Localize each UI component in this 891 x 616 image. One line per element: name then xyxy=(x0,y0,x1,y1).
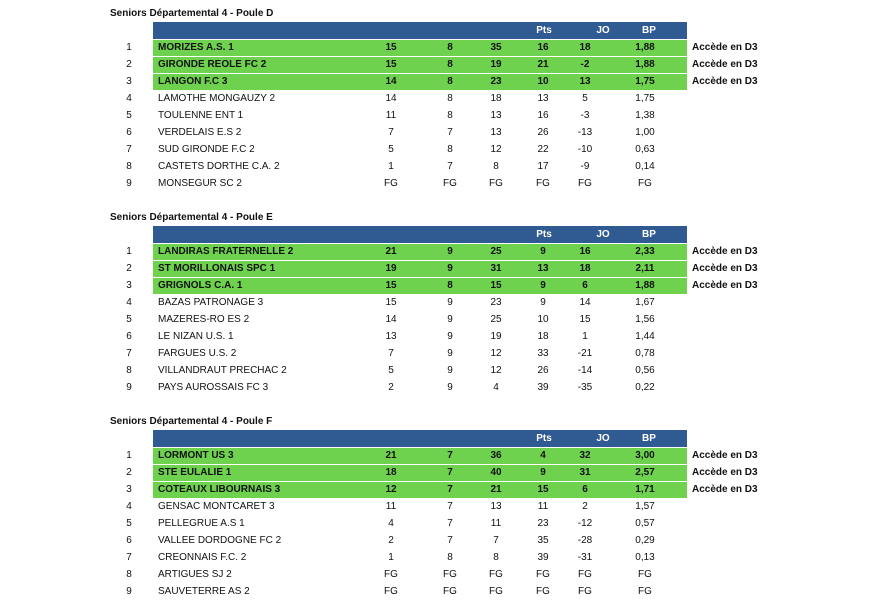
dif-cell: 6 xyxy=(582,280,588,291)
bp-cell: 4 xyxy=(493,382,499,393)
bc-cell: 9 xyxy=(540,297,546,308)
team-name: CREONNAIS F.C. 2 xyxy=(158,552,247,563)
bp-cell: 13 xyxy=(490,110,502,121)
table-row xyxy=(0,277,891,294)
bp-cell: 40 xyxy=(490,467,502,478)
bc-cell: 21 xyxy=(537,59,549,70)
dif-cell: -14 xyxy=(577,365,593,376)
quotient-cell: 1,75 xyxy=(635,76,655,87)
dif-cell: -10 xyxy=(577,144,593,155)
jo-cell: 8 xyxy=(447,110,453,121)
rank-cell: 4 xyxy=(126,93,132,104)
poule-section xyxy=(0,416,891,616)
promotion-status: Accède en D3 xyxy=(692,467,758,478)
column-header-pts: Pts xyxy=(536,433,552,444)
team-name: TOULENNE ENT 1 xyxy=(158,110,244,121)
table-header xyxy=(153,430,819,447)
team-name: CASTETS DORTHE C.A. 2 xyxy=(158,161,280,172)
column-header-dif: Dif xyxy=(731,229,745,240)
jo-cell: 8 xyxy=(447,280,453,291)
team-name: MORIZES A.S. 1 xyxy=(158,42,234,53)
quotient-cell: 1,88 xyxy=(635,59,655,70)
rank-cell: 9 xyxy=(126,586,132,597)
quotient-cell: 1,75 xyxy=(635,93,655,104)
bp-cell: 13 xyxy=(490,127,502,138)
team-name: VILLANDRAUT PRECHAC 2 xyxy=(158,365,287,376)
promotion-status: Accède en D3 xyxy=(692,263,758,274)
column-header-bp: BP xyxy=(642,25,656,36)
dif-cell: FG xyxy=(578,178,592,189)
rank-cell: 5 xyxy=(126,110,132,121)
dif-cell: 18 xyxy=(579,42,591,53)
table-row xyxy=(0,345,891,362)
poule-section xyxy=(0,212,891,412)
bp-cell: 19 xyxy=(490,59,502,70)
promotion-status: Accède en D3 xyxy=(692,280,758,291)
rank-cell: 7 xyxy=(126,144,132,155)
rank-cell: 2 xyxy=(126,59,132,70)
rank-cell: 1 xyxy=(126,246,132,257)
table-row xyxy=(0,515,891,532)
team-name: PELLEGRUE A.S 1 xyxy=(158,518,245,529)
rank-cell: 1 xyxy=(126,450,132,461)
rank-cell: 9 xyxy=(126,178,132,189)
table-row xyxy=(0,39,891,56)
bc-cell: 22 xyxy=(537,144,549,155)
dif-cell: 2 xyxy=(582,501,588,512)
pts-cell: 5 xyxy=(388,144,394,155)
dif-cell: -3 xyxy=(580,110,590,121)
column-header-quotient: Quotient xyxy=(777,229,819,240)
pts-cell: 14 xyxy=(385,93,397,104)
table-row xyxy=(0,549,891,566)
column-header-bp: BP xyxy=(642,433,656,444)
dif-cell: 6 xyxy=(582,484,588,495)
bp-cell: 23 xyxy=(490,76,502,87)
rank-cell: 2 xyxy=(126,467,132,478)
bc-cell: 10 xyxy=(537,314,549,325)
dif-cell: 1 xyxy=(582,331,588,342)
team-name: SAUVETERRE AS 2 xyxy=(158,586,250,597)
table-row xyxy=(0,464,891,481)
bc-cell: 39 xyxy=(537,552,549,563)
dif-cell: 14 xyxy=(579,297,591,308)
quotient-cell: 0,57 xyxy=(635,518,655,529)
quotient-cell: 2,33 xyxy=(635,246,655,257)
bp-cell: 7 xyxy=(493,535,499,546)
bp-cell: 36 xyxy=(490,450,502,461)
dif-cell: FG xyxy=(578,569,592,580)
jo-cell: 7 xyxy=(447,450,453,461)
rank-cell: 8 xyxy=(126,365,132,376)
table-row xyxy=(0,379,891,396)
table-row xyxy=(0,294,891,311)
bc-cell: 16 xyxy=(537,110,549,121)
rank-cell: 7 xyxy=(126,552,132,563)
pts-cell: 21 xyxy=(385,450,397,461)
bc-cell: 9 xyxy=(540,280,546,291)
pts-cell: 15 xyxy=(385,280,397,291)
team-name: COTEAUX LIBOURNAIS 3 xyxy=(158,484,281,495)
team-name: VALLEE DORDOGNE FC 2 xyxy=(158,535,282,546)
bc-cell: 23 xyxy=(537,518,549,529)
jo-cell: 9 xyxy=(447,331,453,342)
bc-cell: 16 xyxy=(537,42,549,53)
quotient-cell: 2,11 xyxy=(635,263,655,274)
team-name: ARTIGUES SJ 2 xyxy=(158,569,232,580)
promotion-status: Accède en D3 xyxy=(692,484,758,495)
quotient-cell: 3,00 xyxy=(635,450,655,461)
pts-cell: 2 xyxy=(388,382,394,393)
pts-cell: 1 xyxy=(388,161,394,172)
bc-cell: 13 xyxy=(537,93,549,104)
team-name: STE EULALIE 1 xyxy=(158,467,232,478)
pts-cell: 15 xyxy=(385,297,397,308)
bc-cell: 4 xyxy=(540,450,546,461)
pts-cell: 21 xyxy=(385,246,397,257)
jo-cell: 7 xyxy=(447,518,453,529)
team-name: MONSEGUR SC 2 xyxy=(158,178,242,189)
standings-rows xyxy=(0,447,891,600)
bc-cell: 33 xyxy=(537,348,549,359)
table-row xyxy=(0,583,891,600)
quotient-cell: 0,56 xyxy=(635,365,655,376)
rank-cell: 2 xyxy=(126,263,132,274)
column-header-jo: JO xyxy=(596,433,610,444)
pts-cell: 5 xyxy=(388,365,394,376)
promotion-status: Accède en D3 xyxy=(692,450,758,461)
table-row xyxy=(0,447,891,464)
table-row xyxy=(0,243,891,260)
quotient-cell: 1,56 xyxy=(635,314,655,325)
quotient-cell: 0,78 xyxy=(635,348,655,359)
pts-cell: 15 xyxy=(385,59,397,70)
bp-cell: 12 xyxy=(490,348,502,359)
pts-cell: 2 xyxy=(388,535,394,546)
pts-cell: 11 xyxy=(385,501,397,512)
jo-cell: FG xyxy=(443,569,457,580)
dif-cell: -28 xyxy=(577,535,593,546)
dif-cell: -31 xyxy=(577,552,593,563)
quotient-cell: 1,71 xyxy=(635,484,655,495)
bc-cell: 9 xyxy=(540,467,546,478)
pts-cell: 14 xyxy=(385,76,397,87)
jo-cell: 9 xyxy=(447,314,453,325)
bp-cell: 35 xyxy=(490,42,502,53)
team-name: LANGON F.C 3 xyxy=(158,76,228,87)
table-row xyxy=(0,260,891,277)
standings-rows xyxy=(0,39,891,192)
dif-cell: -9 xyxy=(580,161,590,172)
pts-cell: 7 xyxy=(388,127,394,138)
rank-cell: 6 xyxy=(126,331,132,342)
team-name: GIRONDE REOLE FC 2 xyxy=(158,59,267,70)
table-header xyxy=(153,22,819,39)
table-row xyxy=(0,498,891,515)
column-header-quotient: Quotient xyxy=(777,433,819,444)
promotion-status: Accède en D3 xyxy=(692,246,758,257)
bp-cell: 23 xyxy=(490,297,502,308)
quotient-cell: 1,88 xyxy=(635,42,655,53)
dif-cell: 32 xyxy=(579,450,591,461)
quotient-cell: 0,13 xyxy=(635,552,655,563)
table-row xyxy=(0,532,891,549)
quotient-cell: 1,57 xyxy=(635,501,655,512)
poule-title: Seniors Départemental 4 - Poule F xyxy=(110,416,273,427)
bp-cell: 25 xyxy=(490,246,502,257)
pts-cell: 19 xyxy=(385,263,397,274)
jo-cell: 8 xyxy=(447,144,453,155)
table-row xyxy=(0,90,891,107)
table-row xyxy=(0,56,891,73)
rank-cell: 8 xyxy=(126,161,132,172)
rank-cell: 3 xyxy=(126,484,132,495)
team-name: VERDELAIS E.S 2 xyxy=(158,127,242,138)
dif-cell: -2 xyxy=(580,59,590,70)
quotient-cell: FG xyxy=(638,569,652,580)
bp-cell: 31 xyxy=(490,263,502,274)
quotient-cell: 1,38 xyxy=(635,110,655,121)
team-name: LORMONT US 3 xyxy=(158,450,234,461)
column-header-bp: BP xyxy=(642,229,656,240)
team-name: GRIGNOLS C.A. 1 xyxy=(158,280,243,291)
rank-cell: 6 xyxy=(126,535,132,546)
rank-cell: 5 xyxy=(126,518,132,529)
dif-cell: -12 xyxy=(577,518,593,529)
column-header-bc: BC xyxy=(688,25,704,36)
bc-cell: 9 xyxy=(540,246,546,257)
bp-cell: 15 xyxy=(490,280,502,291)
bp-cell: 8 xyxy=(493,161,499,172)
pts-cell: 7 xyxy=(388,348,394,359)
jo-cell: 8 xyxy=(447,76,453,87)
bp-cell: 13 xyxy=(490,501,502,512)
standings-rows xyxy=(0,243,891,396)
poule-title: Seniors Départemental 4 - Poule E xyxy=(110,212,273,223)
jo-cell: 9 xyxy=(447,263,453,274)
rank-cell: 4 xyxy=(126,501,132,512)
table-row xyxy=(0,141,891,158)
jo-cell: 8 xyxy=(447,59,453,70)
team-name: LE NIZAN U.S. 1 xyxy=(158,331,234,342)
jo-cell: 9 xyxy=(447,297,453,308)
promotion-status: Accède en D3 xyxy=(692,76,758,87)
bp-cell: 8 xyxy=(493,552,499,563)
dif-cell: -35 xyxy=(577,382,593,393)
jo-cell: 9 xyxy=(447,246,453,257)
bp-cell: 21 xyxy=(490,484,502,495)
dif-cell: -13 xyxy=(577,127,593,138)
pts-cell: 4 xyxy=(388,518,394,529)
bc-cell: 10 xyxy=(537,76,549,87)
bp-cell: 19 xyxy=(490,331,502,342)
table-row xyxy=(0,158,891,175)
jo-cell: 9 xyxy=(447,365,453,376)
pts-cell: 12 xyxy=(385,484,397,495)
bc-cell: 26 xyxy=(537,365,549,376)
bc-cell: 18 xyxy=(537,331,549,342)
pts-cell: 15 xyxy=(385,42,397,53)
jo-cell: 7 xyxy=(447,161,453,172)
pts-cell: 1 xyxy=(388,552,394,563)
rank-cell: 3 xyxy=(126,76,132,87)
jo-cell: 8 xyxy=(447,42,453,53)
bp-cell: FG xyxy=(489,569,503,580)
bp-cell: FG xyxy=(489,586,503,597)
dif-cell: 16 xyxy=(579,246,591,257)
dif-cell: 5 xyxy=(582,93,588,104)
promotion-status: Accède en D3 xyxy=(692,42,758,53)
bc-cell: FG xyxy=(536,586,550,597)
poule-section xyxy=(0,8,891,208)
team-name: FARGUES U.S. 2 xyxy=(158,348,237,359)
team-name: LAMOTHE MONGAUZY 2 xyxy=(158,93,276,104)
column-header-bc: BC xyxy=(688,229,704,240)
column-header-bc: BC xyxy=(688,433,704,444)
quotient-cell: 1,00 xyxy=(635,127,655,138)
column-header-pts: Pts xyxy=(536,25,552,36)
table-row xyxy=(0,311,891,328)
team-name: GENSAC MONTCARET 3 xyxy=(158,501,275,512)
table-row xyxy=(0,73,891,90)
table-row xyxy=(0,566,891,583)
rank-cell: 9 xyxy=(126,382,132,393)
column-header-pts: Pts xyxy=(536,229,552,240)
team-name: MAZERES-RO ES 2 xyxy=(158,314,250,325)
bp-cell: 18 xyxy=(490,93,502,104)
pts-cell: 11 xyxy=(385,110,397,121)
pts-cell: FG xyxy=(384,569,398,580)
bp-cell: FG xyxy=(489,178,503,189)
dif-cell: 13 xyxy=(579,76,591,87)
column-header-quotient: Quotient xyxy=(777,25,819,36)
rank-cell: 7 xyxy=(126,348,132,359)
team-name: BAZAS PATRONAGE 3 xyxy=(158,297,264,308)
rank-cell: 6 xyxy=(126,127,132,138)
bc-cell: 15 xyxy=(537,484,549,495)
jo-cell: 8 xyxy=(447,552,453,563)
dif-cell: FG xyxy=(578,586,592,597)
bc-cell: 35 xyxy=(537,535,549,546)
team-name: PAYS AUROSSAIS FC 3 xyxy=(158,382,269,393)
dif-cell: 15 xyxy=(579,314,591,325)
table-header xyxy=(153,226,819,243)
column-header-jo: JO xyxy=(596,229,610,240)
dif-cell: 31 xyxy=(579,467,591,478)
bp-cell: 12 xyxy=(490,144,502,155)
quotient-cell: FG xyxy=(638,178,652,189)
bc-cell: 39 xyxy=(537,382,549,393)
bc-cell: FG xyxy=(536,569,550,580)
bc-cell: FG xyxy=(536,178,550,189)
quotient-cell: 0,29 xyxy=(635,535,655,546)
quotient-cell: 0,14 xyxy=(635,161,655,172)
quotient-cell: 1,67 xyxy=(635,297,655,308)
quotient-cell: 1,44 xyxy=(635,331,655,342)
pts-cell: 13 xyxy=(385,331,397,342)
poule-title: Seniors Départemental 4 - Poule D xyxy=(110,8,274,19)
table-row xyxy=(0,362,891,379)
dif-cell: -21 xyxy=(577,348,593,359)
pts-cell: 18 xyxy=(385,467,397,478)
jo-cell: FG xyxy=(443,178,457,189)
table-row xyxy=(0,175,891,192)
pts-cell: FG xyxy=(384,586,398,597)
quotient-cell: FG xyxy=(638,586,652,597)
quotient-cell: 0,63 xyxy=(635,144,655,155)
column-header-dif: Dif xyxy=(731,433,745,444)
table-row xyxy=(0,481,891,498)
bp-cell: 12 xyxy=(490,365,502,376)
column-header-jo: JO xyxy=(596,25,610,36)
team-name: SUD GIRONDE F.C 2 xyxy=(158,144,255,155)
jo-cell: 7 xyxy=(447,467,453,478)
rank-cell: 3 xyxy=(126,280,132,291)
dif-cell: 18 xyxy=(579,263,591,274)
rank-cell: 8 xyxy=(126,569,132,580)
pts-cell: FG xyxy=(384,178,398,189)
jo-cell: 7 xyxy=(447,127,453,138)
column-header-dif: Dif xyxy=(731,25,745,36)
bc-cell: 13 xyxy=(537,263,549,274)
bp-cell: 25 xyxy=(490,314,502,325)
jo-cell: 9 xyxy=(447,348,453,359)
rank-cell: 5 xyxy=(126,314,132,325)
jo-cell: 7 xyxy=(447,484,453,495)
jo-cell: 9 xyxy=(447,382,453,393)
rank-cell: 1 xyxy=(126,42,132,53)
bp-cell: 11 xyxy=(490,518,502,529)
quotient-cell: 0,22 xyxy=(635,382,655,393)
promotion-status: Accède en D3 xyxy=(692,59,758,70)
jo-cell: 7 xyxy=(447,501,453,512)
table-row xyxy=(0,328,891,345)
quotient-cell: 1,88 xyxy=(635,280,655,291)
jo-cell: 8 xyxy=(447,93,453,104)
table-row xyxy=(0,124,891,141)
bc-cell: 17 xyxy=(537,161,549,172)
quotient-cell: 2,57 xyxy=(635,467,655,478)
team-name: LANDIRAS FRATERNELLE 2 xyxy=(158,246,294,257)
bc-cell: 11 xyxy=(537,501,549,512)
rank-cell: 4 xyxy=(126,297,132,308)
pts-cell: 14 xyxy=(385,314,397,325)
jo-cell: FG xyxy=(443,586,457,597)
bc-cell: 26 xyxy=(537,127,549,138)
team-name: ST MORILLONAIS SPC 1 xyxy=(158,263,276,274)
jo-cell: 7 xyxy=(447,535,453,546)
table-row xyxy=(0,107,891,124)
